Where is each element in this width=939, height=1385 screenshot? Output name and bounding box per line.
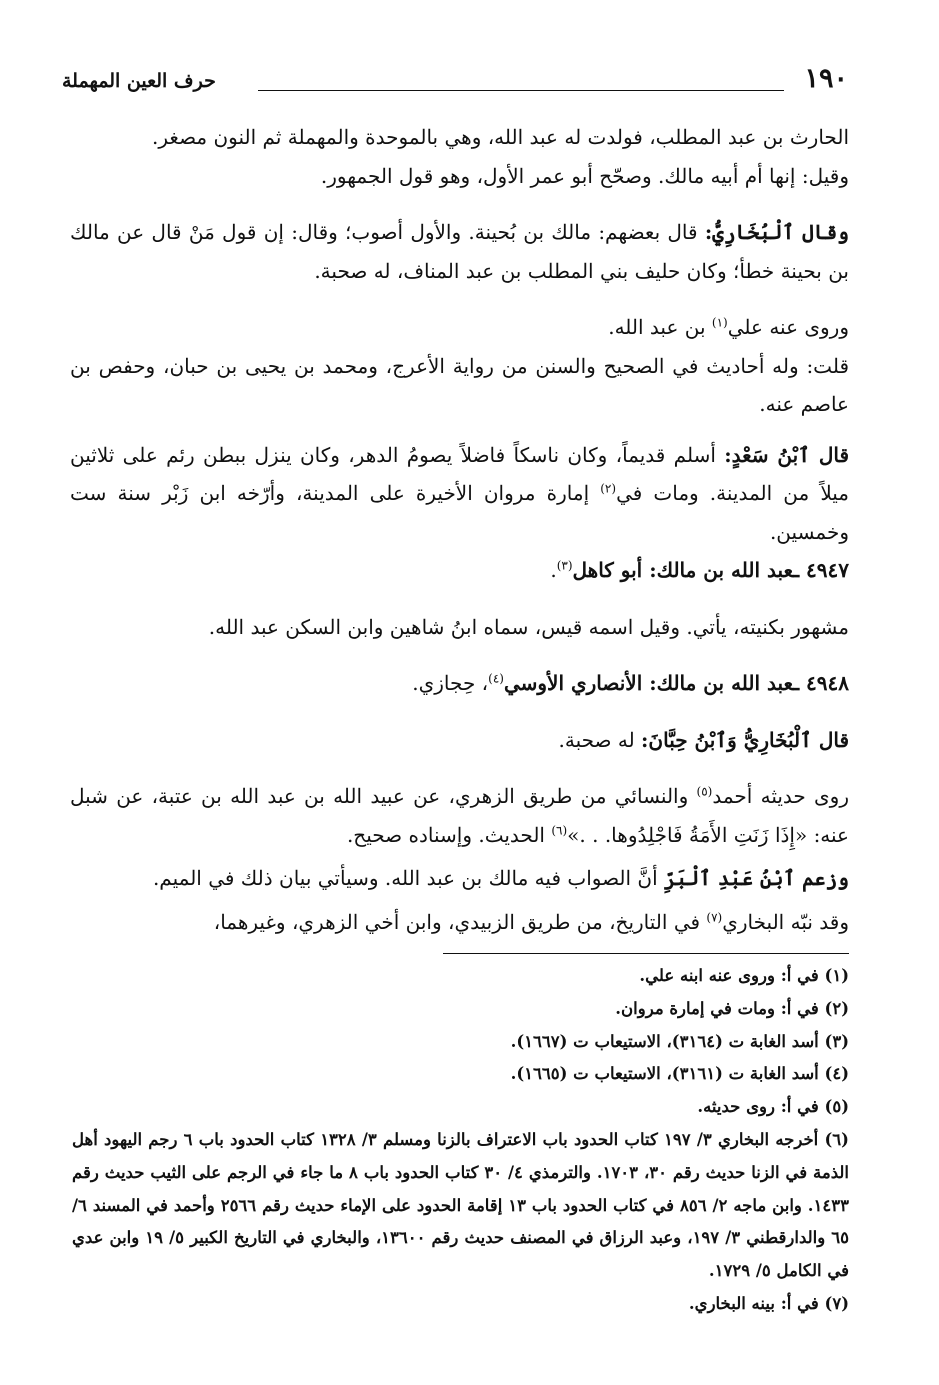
paragraph-text: وروى عنه علي xyxy=(727,315,849,339)
footnote-ref-3: (٣) xyxy=(556,558,573,573)
paragraph-text: في التاريخ، من طريق الزبيدي، وابن أخي الزهري، وغيرهما، xyxy=(213,909,707,934)
page-header xyxy=(62,64,848,104)
footnote-6: (٦) أخرجه البخاري ٣/ ١٩٧ كتاب الحدود باب الاعتراف بالزنا ومسلم ٣/ ١٣٢٨ كتاب الحدود باب ٦ رجم اليهود أهل الذمة في الزنا حديث رقم ٣٠، ١٧٠٣. والترمذي ٤/ ٣٠ كتاب الحدود باب ٨ ما جاء في الرجم على الثيب حديث رقم ١٤٣٣. وابن ماجه ٢/ ٨٥٦ في كتاب الحدود باب ١٣ إقامة الحدود على الإماء حديث رقم ٢٥٦٦ وأحمد في المسند ٦/ ٦٥ والدارقطني ٣/ ١٩٧، وعبد الرزاق في المصنف حديث رقم ١٣٦٠٠، والبخاري في التاريخ الكبير ٥/ ١٩ وابن عدي في الكامل ٥/ ١٧٢٩. xyxy=(72,1129,850,1281)
paragraph-text: أسلم قديماً، وكان ناسكاً فاضلاً يصومُ الدهر، وكان ينزل ببطن رئم على ثلاثين ميلاً من المدينة. ومات في xyxy=(70,442,850,505)
paragraph-9 xyxy=(70,777,849,854)
entry-number: ٤٩٤٨ ـ xyxy=(793,671,849,695)
paragraph-1: الحارث بن عبد المطلب، فولدت له عبد الله، وهي بالموحدة والمهملة ثم النون مصغر. xyxy=(152,125,849,149)
footnotes xyxy=(72,960,849,1321)
paragraph-10 xyxy=(70,859,849,898)
footnote-ref-2: (٢) xyxy=(600,481,617,496)
entry-title: عبد الله بن مالك: أبو كاهل xyxy=(572,558,794,582)
paragraph-5: قلت: وله أحاديث في الصحيح والسنن من رواية الأعرج، ومحمد بن يحيى بن حبان، وحفص بن عاصم عنه. xyxy=(70,353,849,416)
page-number: ١٩٠ xyxy=(804,63,848,94)
paragraph-text: له صحبة. xyxy=(558,727,635,752)
footnote-7: (٧) في أ: بينه البخاري. xyxy=(688,1293,849,1313)
entry-4948 xyxy=(70,664,849,703)
paragraph-text: قال بعضهم: مالك بن بُحينة. والأول أصوب؛ وقال: إن قول مَنْ قال عن مالك بن بحينة خطأ؛ وكان حليف بني المطلب بن عبد المناف، له صحبة. xyxy=(70,220,849,283)
footnote-separator xyxy=(443,953,849,954)
main-text xyxy=(70,118,849,941)
paragraph-text: أنَّ الصواب فيه مالك بن عبد الله. وسيأتي بيان ذلك في الميم. xyxy=(152,866,658,890)
paragraph-text: والنسائي من طريق الزهري، عن عبيد الله بن عبد الله بن عتبة، عن شبل عنه: «إِذَا زَنَتِ الأَمَةُ فَاجْلِدُوها. . .» xyxy=(70,784,849,847)
footnote-ref-1: (١) xyxy=(711,315,728,330)
paragraph-3 xyxy=(70,213,849,290)
footnote-5: (٥) في أ: روى حديثه. xyxy=(697,1097,849,1117)
entry-tail: ، حِجازي. xyxy=(412,671,489,695)
paragraph-4 xyxy=(70,308,849,347)
entry-number: ٤٩٤٧ ـ xyxy=(793,558,849,582)
paragraph-text: وقد نبّه البخاري xyxy=(722,909,849,934)
quote-source: قال ٱلْبُخَارِيُّ وَٱبْنُ حِبَّانَ: xyxy=(641,727,849,752)
paragraph-7: مشهور بكنيته، يأتي. وقيل اسمه قيس، سماه ابنُ شاهين وابن السكن عبد الله. xyxy=(208,614,849,639)
quote-source: قال ٱبْنُ سَعْدٍ: xyxy=(724,442,850,467)
quote-source: وقال ٱلْبُخَارِيُّ: xyxy=(704,220,849,244)
footnote-ref-6: (٦) xyxy=(551,822,568,837)
paragraph-8 xyxy=(70,721,849,760)
running-title: حرف العين المهملة xyxy=(62,70,216,92)
paragraph-text: روى حديثه أحمد xyxy=(712,784,849,808)
paragraph-text: بن عبد الله. xyxy=(608,315,712,339)
header-rule xyxy=(258,90,784,91)
paragraph-11 xyxy=(70,903,849,942)
paragraph-text: الحديث. وإسناده صحيح. xyxy=(346,822,552,847)
footnote-2: (٢) في أ: ومات في إمارة مروان. xyxy=(615,998,849,1018)
quote-source: وزعم ٱبْنُ عَبْدِ ٱلْبَرِّ xyxy=(664,866,849,890)
footnote-ref-5: (٥) xyxy=(696,784,713,799)
paragraph-text: إمارة مروان الأخيرة على المدينة، وأرّخه ابن زَبْر سنة ست وخمسين. xyxy=(70,481,849,544)
footnote-3: (٣) أسد الغابة ت (٣١٦٤)، الاستيعاب ت (١٦٦٧). xyxy=(510,1031,849,1051)
footnote-ref-7: (٧) xyxy=(706,909,723,924)
paragraph-6 xyxy=(70,436,849,552)
footnote-ref-4: (٤) xyxy=(488,671,504,686)
paragraph-2: وقيل: إنها أم أبيه مالك. وصحّح أبو عمر الأول، وهو قول الجمهور. xyxy=(320,163,849,188)
entry-title: عبد الله بن مالك: الأنصاري الأوسي xyxy=(503,671,794,695)
entry-tail: . xyxy=(550,558,557,582)
footnote-1: (١) في أ: وروى عنه ابنه علي. xyxy=(639,966,849,985)
entry-4947 xyxy=(70,551,849,590)
footnote-4: (٤) أسد الغابة ت (٣١٦١)، الاستيعاب ت (١٦٦٥). xyxy=(510,1064,849,1084)
